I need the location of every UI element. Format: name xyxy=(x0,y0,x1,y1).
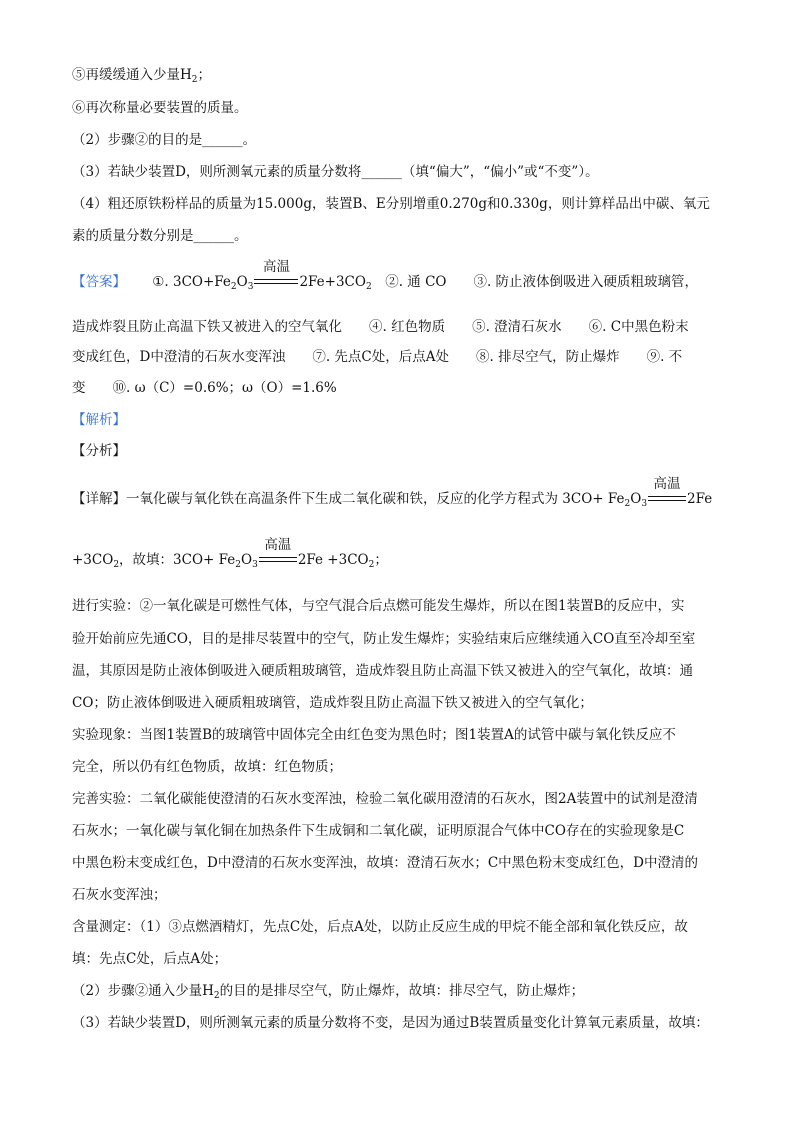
detail-line-1: 【详解】一氧化碳与氧化铁在高温条件下生成二氧化碳和铁，反应的化学方程式为 $3CO+ Fe_2O_3$ 高温 2Fe xyxy=(72,475,713,509)
step-6-line: ⑥再次称量必要装置的质量。 xyxy=(72,100,248,116)
reaction-condition: 高温 xyxy=(648,492,686,508)
answer-line-3: 变成红色，D中澄清的石灰水变浑浊 ⑦. 先点C处，后点A处 ⑧. 排尽空气，防止爆炸 ⑨. 不 xyxy=(72,349,683,365)
paragraph-line: 进行实验：②一氧化碳是可燃性气体，与空气混合后点燃可能发生爆炸，所以在图1装置B的反应中，实 xyxy=(72,598,685,614)
paragraph-line: 温，其原因是防止液体倒吸进入硬质粗玻璃管，造成炸裂且防止高温下铁又被进入的空气氧化，故填：通 xyxy=(72,663,693,679)
fenxi-tag: 【分析】 xyxy=(72,443,126,459)
reaction-condition: 高温 xyxy=(259,553,297,569)
question-4-line-2: 素的质量分数分别是______。 xyxy=(72,228,248,244)
paragraph-line: 实验现象：当图1装置B的玻璃管中固体完全由红色变为黑色时；图1装置A的试管中碳与氧化铁反应不 xyxy=(72,727,676,743)
answer-line-4: 变 ⑩. ω（C）=0.6%；ω（O）=1.6% xyxy=(72,380,337,396)
reaction-condition: 高温 xyxy=(254,275,298,291)
paragraph-line: 完全，所以仍有红色物质，故填：红色物质； xyxy=(72,759,342,775)
paragraph-line: 中黑色粉末变成红色，D中澄清的石灰水变浑浊，故填：澄清石灰水；C中黑色粉末变成红色，D中澄清的 xyxy=(72,855,698,871)
paragraph-line: 石灰水变浑浊； xyxy=(72,887,167,903)
question-3: （3）若缺少装置D，则所测氧元素的质量分数将______（填“偏大”，“偏小”或“不变”）。 xyxy=(72,164,599,180)
paragraph-line: （2）步骤②通入少量$H_2$的目的是排尽空气，防止爆炸，故填：排尽空气，防止爆炸； xyxy=(72,983,585,1001)
paragraph-line: 含量测定：（1）③点燃酒精灯，先点C处，后点A处，以防止反应生成的甲烷不能全部和氧化铁反应，故 xyxy=(72,919,688,935)
answer-line-2: 造成炸裂且防止高温下铁又被进入的空气氧化 ④. 红色物质 ⑤. 澄清石灰水 ⑥. C中黑色粉末 xyxy=(72,319,689,335)
answer-tag: 【答案】 xyxy=(72,274,126,290)
paragraph-line: 填：先点C处，后点A处； xyxy=(72,951,228,967)
paragraph-line: 石灰水；一氧化碳与氧化铜在加热条件下生成铜和二氧化碳，证明原混合气体中CO存在的实验现象是C xyxy=(72,823,685,839)
step-5-line: ⑤再缓缓通入少量$H_2$； xyxy=(72,67,212,85)
question-2: （2）步骤②的目的是______。 xyxy=(72,132,257,148)
paragraph-line: 验开始前应先通CO，目的是排尽装置中的空气，防止发生爆炸；实验结束后应继续通入CO直至冷却至室 xyxy=(72,631,696,647)
paragraph-line: （3）若缺少装置D，则所测氧元素的质量分数将不变，是因为通过B装置质量变化计算氧元素质量，故填： xyxy=(72,1015,709,1031)
analysis-tag: 【解析】 xyxy=(72,412,126,428)
answer-line-1: 【答案】 ①. $3CO+Fe_2O_3$ 高温 $2Fe+3CO_2$ ②. 通 CO ③. 防止液体倒吸进入硬质粗玻璃管， xyxy=(72,258,699,292)
question-4-line-1: （4）粗还原铁粉样品的质量为15.000g，装置B、E分别增重0.270g和0.330g，则计算样品出中碳、氧元 xyxy=(72,196,710,212)
paragraph-line: CO；防止液体倒吸进入硬质粗玻璃管，造成炸裂且防止高温下铁又被进入的空气氧化； xyxy=(72,695,593,711)
paragraph-line: 完善实验：二氧化碳能使澄清的石灰水变浑浊，检验二氧化碳用澄清的石灰水，图2A装置中的试剂是澄清 xyxy=(72,791,698,807)
detail-line-2: $+3CO_2$，故填：$3CO+ Fe_2O_3$ 高温 $2Fe +3CO_2$； xyxy=(72,536,388,570)
